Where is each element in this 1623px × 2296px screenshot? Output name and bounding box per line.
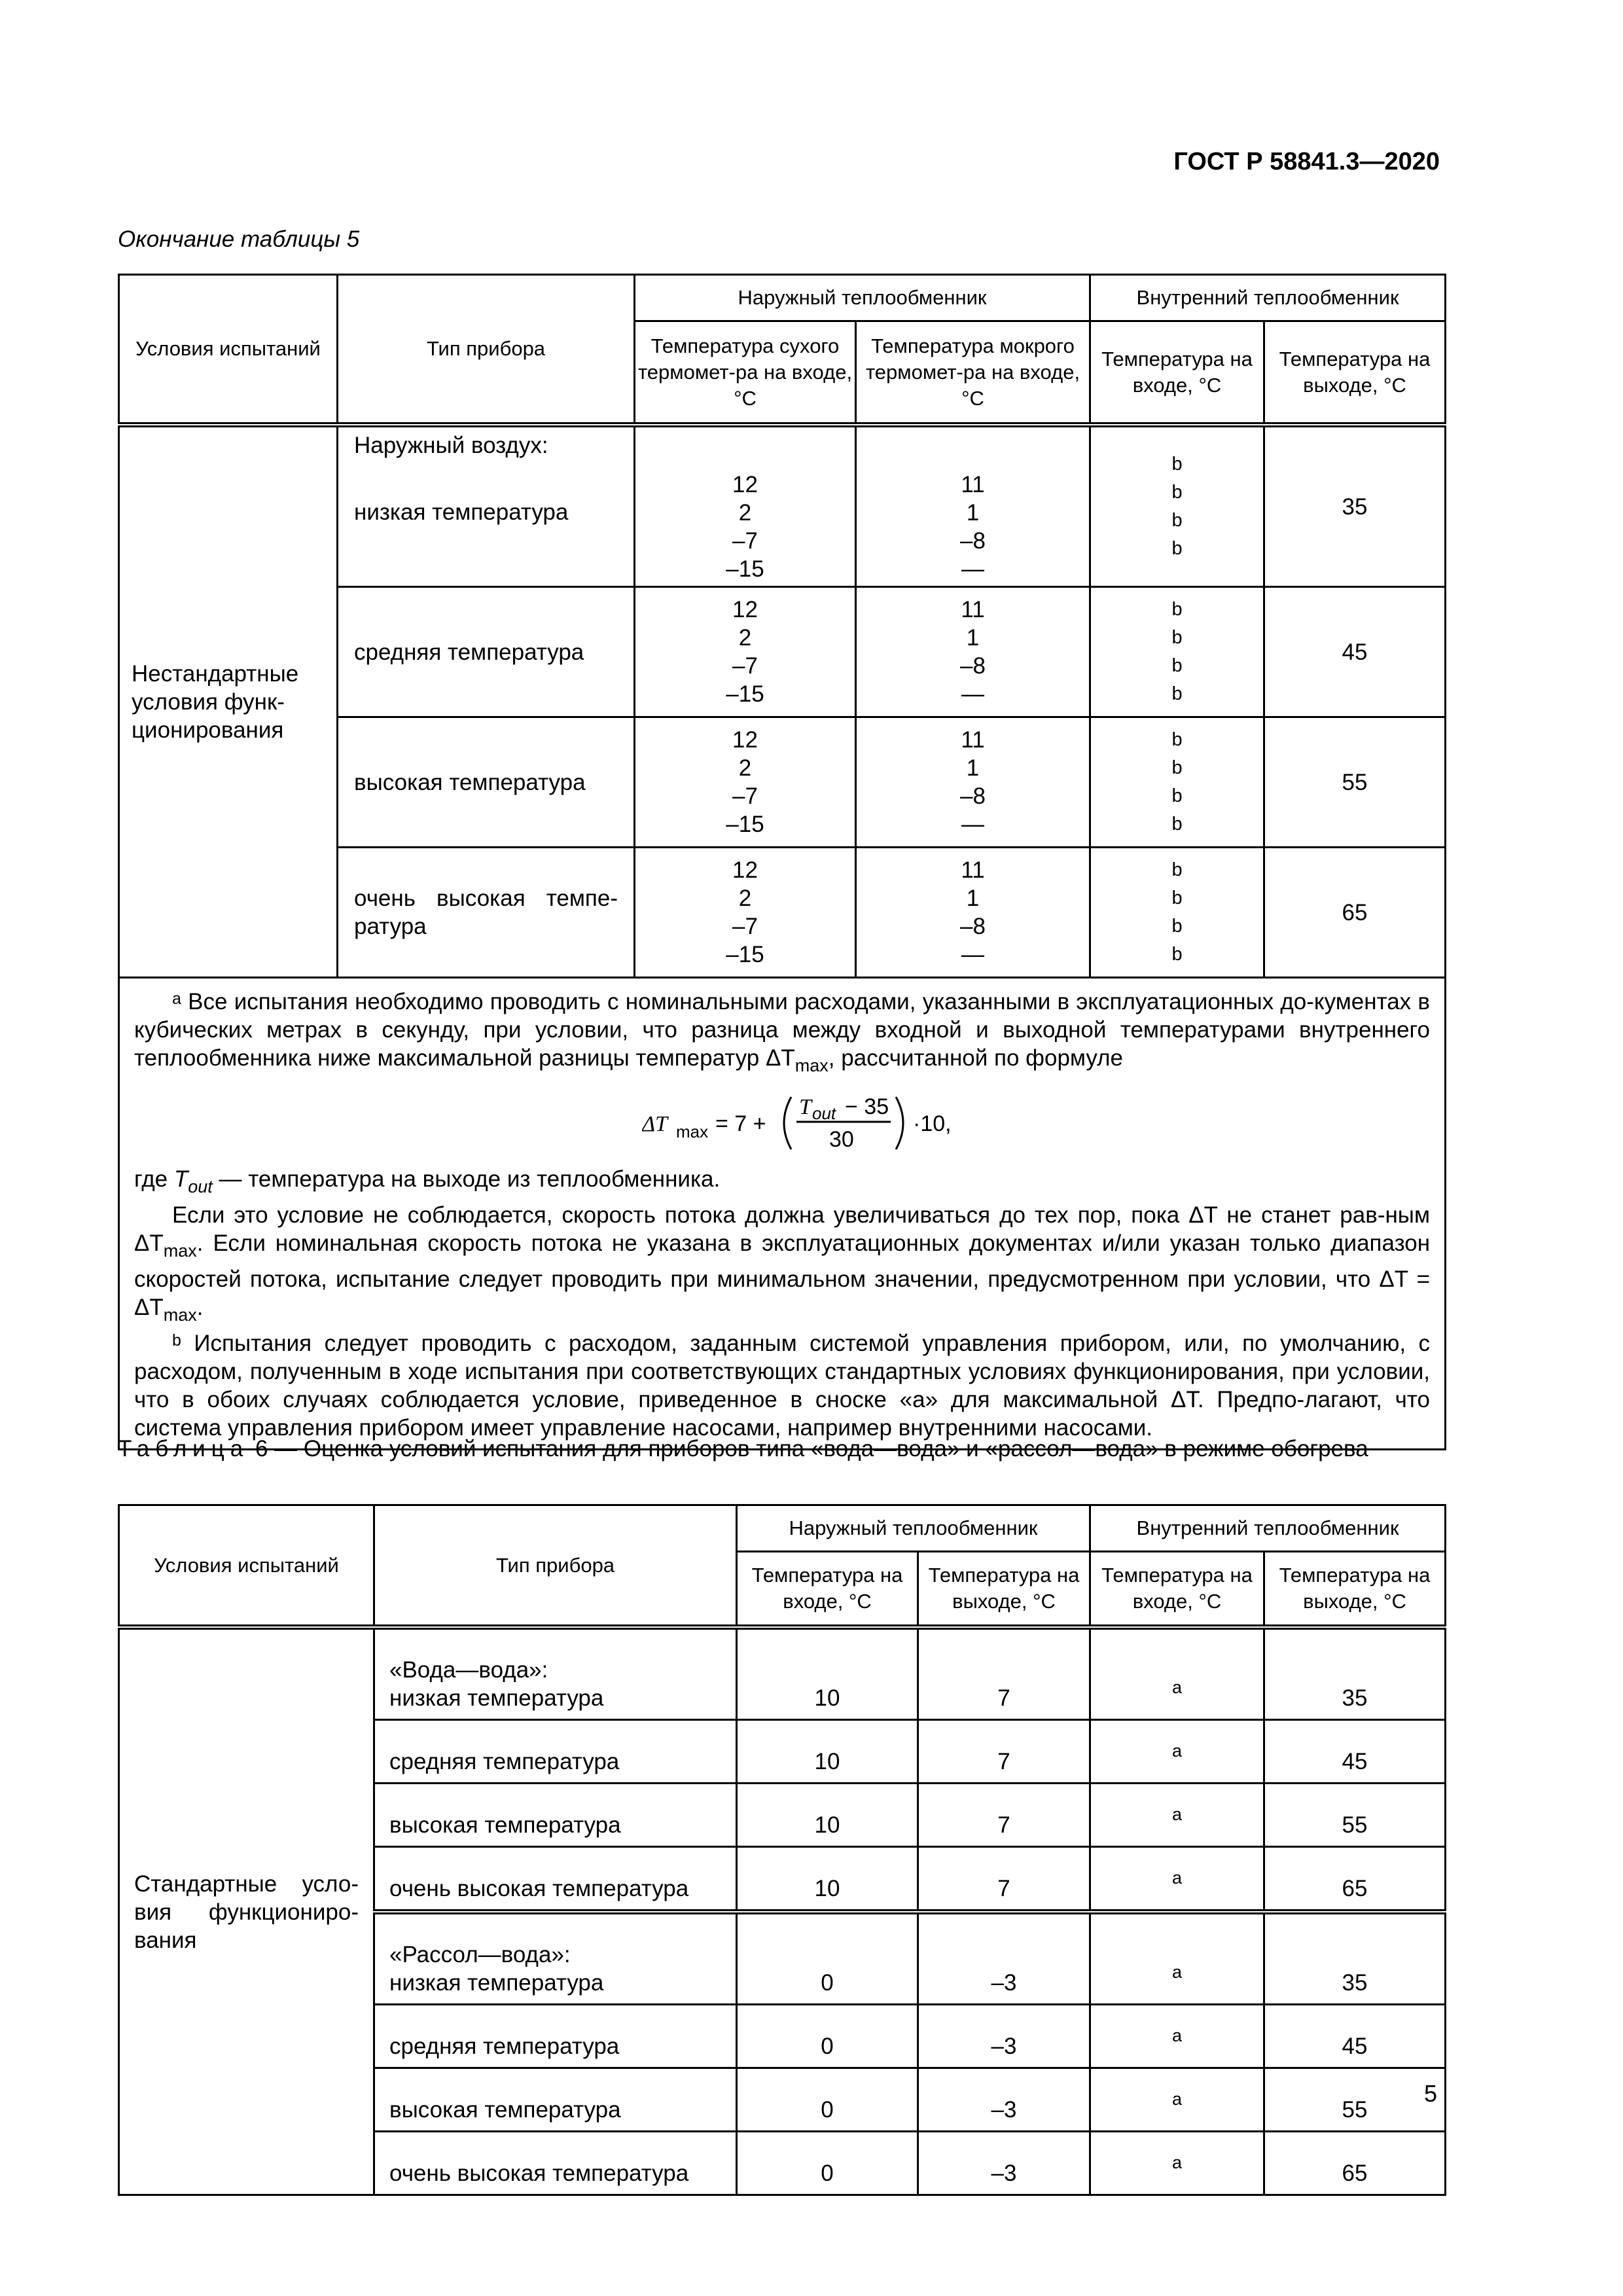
dry-bulb-values: 12 2 –7 –15: [635, 848, 856, 978]
header-outdoor-outlet: Температура на выходе, °C: [918, 1552, 1090, 1628]
footnote-b: $^b$ Испытания следует проводить с расходом, заданным системой управления прибором, или, по умолчанию, с расходом, полученным в ходе испытания при соответствующих стандартных условиях функционирования, при условии, что в обоих случаях соблюдается условие, приведенное в сноске «а» для максимальной ΔT. Предпо-лагают, что система управления прибором имеет управление насосами, например внутренними насосами.: [134, 1331, 1431, 1441]
wet-bulb-values: 11 1 –8 —: [856, 717, 1090, 848]
header-device-type: Тип прибора: [338, 275, 635, 425]
device-type-label: высокая температура: [338, 717, 635, 848]
outdoor-inlet-value: 10: [737, 1847, 918, 1912]
header-indoor-outlet: Температура на выходе, °C: [1264, 1552, 1446, 1628]
indoor-outlet-value: 65: [1264, 2132, 1446, 2195]
inlet-footnote-refs: b b b b: [1090, 587, 1264, 717]
svg-text:= 7 +: = 7 +: [715, 1111, 766, 1136]
outlet-temp-value: 55: [1264, 717, 1446, 848]
device-type-label: высокая температура: [374, 2068, 737, 2132]
indoor-outlet-value: 45: [1264, 2005, 1446, 2068]
dry-bulb-values: 12 2 –7 –15: [635, 717, 856, 848]
header-dry-bulb: Температура сухого термомет-ра на входе, °C: [635, 321, 856, 425]
inlet-footnote-refs: b b b b: [1090, 848, 1264, 978]
header-indoor-inlet: Температура на входе, °C: [1090, 1552, 1264, 1628]
condition-nonstandard: Нестандартные условия функ-ционирования: [119, 425, 338, 978]
group-title-brine-water: «Рассол—вода»:: [389, 1942, 571, 1967]
svg-text:ΔT: ΔT: [642, 1112, 668, 1136]
dry-bulb-values: 12 2 –7 –15: [635, 587, 856, 717]
header-outdoor-hx: Наружный теплообменник: [635, 275, 1090, 321]
indoor-inlet-footnote: a: [1090, 1912, 1264, 2005]
formula-graphic: [642, 1092, 982, 1155]
outdoor-inlet-value: 0: [737, 2005, 918, 2068]
outdoor-inlet-value: 0: [737, 2132, 918, 2195]
svg-text:·10,: ·10,: [913, 1111, 952, 1136]
outdoor-outlet-value: 7: [918, 1847, 1090, 1912]
indoor-outlet-value: 65: [1264, 1847, 1446, 1912]
header-outlet-temp: Температура на выходе, °C: [1264, 321, 1446, 425]
device-type-label: средняя температура: [374, 1720, 737, 1784]
indoor-outlet-value: 55: [1264, 1784, 1446, 1847]
outdoor-inlet-value: 10: [737, 1784, 918, 1847]
page-number: 5: [1423, 2080, 1437, 2107]
outdoor-outlet-value: 7: [918, 1627, 1090, 1720]
header-wet-bulb: Температура мокрого термомет-ра на входе, °C: [856, 321, 1090, 425]
indoor-inlet-footnote: a: [1090, 2068, 1264, 2132]
outlet-temp-value: 35: [1264, 425, 1446, 587]
device-type-label: очень высокая темпе-ратура: [338, 848, 635, 978]
device-type-cell: [338, 425, 635, 587]
svg-text:30: 30: [829, 1127, 854, 1152]
outdoor-outlet-value: –3: [918, 2132, 1090, 2195]
indoor-inlet-footnote: a: [1090, 1784, 1264, 1847]
outdoor-inlet-value: 10: [737, 1627, 918, 1720]
outdoor-inlet-value: 0: [737, 2068, 918, 2132]
indoor-inlet-footnote: a: [1090, 2005, 1264, 2068]
header-indoor-hx: Внутренний теплообменник: [1090, 275, 1446, 321]
device-type-label: «Рассол—вода»: низкая температура: [374, 1912, 737, 2005]
header-indoor-hx: Внутренний теплообменник: [1090, 1505, 1446, 1552]
outdoor-outlet-value: –3: [918, 1912, 1090, 2005]
outdoor-air-label: Наружный воздух:: [354, 433, 548, 458]
inlet-footnote-refs: b b b b: [1090, 717, 1264, 848]
header-outdoor-inlet: Температура на входе, °C: [737, 1552, 918, 1628]
outdoor-inlet-value: 0: [737, 1912, 918, 2005]
outlet-temp-value: 45: [1264, 587, 1446, 717]
formula-where: где $T_{out}$ — температура на выходе из теплообменника.: [134, 1166, 721, 1196]
svg-text:T: T: [799, 1095, 812, 1119]
table5-caption: Окончание таблицы 5: [118, 226, 360, 252]
inlet-footnote-refs: b b b b: [1090, 425, 1264, 587]
device-type-label: очень высокая температура: [374, 1847, 737, 1912]
indoor-inlet-footnote: a: [1090, 1720, 1264, 1784]
device-type-label: «Вода—вода»: низкая температура: [374, 1627, 737, 1720]
svg-text:max: max: [676, 1122, 709, 1141]
header-device-type: Тип прибора: [374, 1505, 737, 1628]
wet-bulb-values: 11 1 –8 —: [856, 587, 1090, 717]
table-6: [118, 1504, 1446, 2196]
footnote-a: $^a$ Все испытания необходимо проводить с номинальными расходами, указанными в эксплуатационных до-кументах в кубических метрах в секунду, при условии, что разница между входной и выходной температурами внутреннего теплообменника ниже максимальной разницы температур $\Delta T_{max}$, рассчитанной по формуле: [134, 989, 1431, 1075]
device-type-label: средняя температура: [338, 587, 635, 717]
footnote-a-continued: Если это условие не соблюдается, скорость потока должна увеличиваться до тех пор, пока ΔT не станет рав-ным $\Delta T_{max}$. Если номинальная скорость потока не указана в эксплуатационных документах и/или указан только диапазон скоростей потока, испытание следует проводить при минимальном значении, предусмотренном при условии, что $\Delta T = \Delta T_{max}$.: [134, 1202, 1431, 1325]
indoor-inlet-footnote: a: [1090, 2132, 1264, 2195]
table5-footnotes: [119, 978, 1446, 1450]
outdoor-outlet-value: –3: [918, 2068, 1090, 2132]
header-inlet-temp: Температура на входе, °C: [1090, 321, 1264, 425]
svg-text:out: out: [812, 1103, 836, 1123]
dry-bulb-values: 12 2 –7 –15: [635, 425, 856, 587]
header-outdoor-hx: Наружный теплообменник: [737, 1505, 1090, 1552]
document-code: ГОСТ Р 58841.3—2020: [1173, 148, 1440, 175]
outdoor-outlet-value: 7: [918, 1784, 1090, 1847]
indoor-outlet-value: 45: [1264, 1720, 1446, 1784]
delta-t-max-formula: [134, 1092, 1430, 1155]
header-conditions: Условия испытаний: [119, 1505, 374, 1628]
outdoor-outlet-value: –3: [918, 2005, 1090, 2068]
outdoor-outlet-value: 7: [918, 1720, 1090, 1784]
table6-caption: Таблица 6 — Оценка условий испытания для приборов типа «вода—вода» и «рассол—вода» в режиме обогрева: [118, 1436, 1368, 1462]
indoor-inlet-footnote: a: [1090, 1627, 1264, 1720]
outlet-temp-value: 65: [1264, 848, 1446, 978]
indoor-outlet-value: 35: [1264, 1912, 1446, 2005]
device-type-label: средняя температура: [374, 2005, 737, 2068]
device-type-label: низкая температура: [354, 499, 569, 525]
table-5: [118, 274, 1446, 1450]
group-title-water-water: «Вода—вода»:: [389, 1657, 548, 1683]
condition-standard: Стандартные усло-вия функциониро-вания: [119, 1627, 374, 2195]
indoor-outlet-value: 55: [1264, 2068, 1446, 2132]
outdoor-inlet-value: 10: [737, 1720, 918, 1784]
device-type-label: высокая температура: [374, 1784, 737, 1847]
wet-bulb-values: 11 1 –8 —: [856, 425, 1090, 587]
device-type-label: очень высокая температура: [374, 2132, 737, 2195]
indoor-outlet-value: 35: [1264, 1627, 1446, 1720]
svg-text:− 35: − 35: [845, 1094, 889, 1119]
indoor-inlet-footnote: a: [1090, 1847, 1264, 1912]
header-conditions: Условия испытаний: [119, 275, 338, 425]
wet-bulb-values: 11 1 –8 —: [856, 848, 1090, 978]
